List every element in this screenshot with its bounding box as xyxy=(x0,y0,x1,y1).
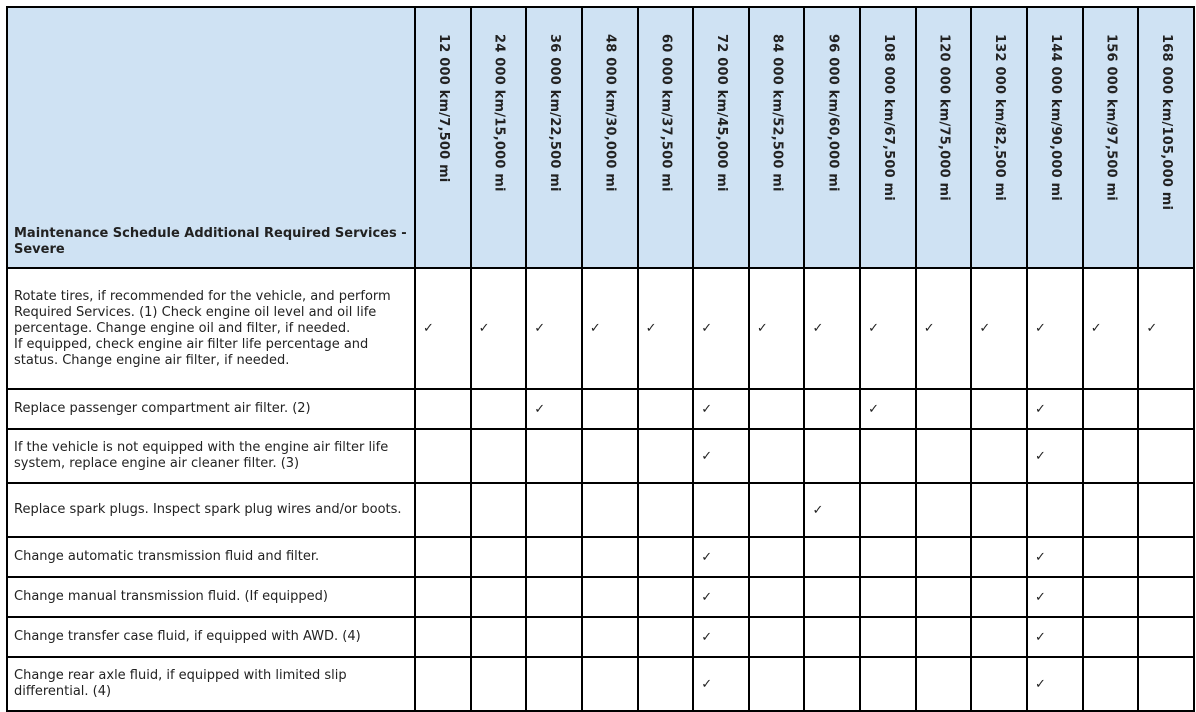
empty-cell xyxy=(971,483,1027,537)
empty-cell xyxy=(415,389,471,429)
interval-label: 60 000 km/37,500 mi xyxy=(658,34,674,192)
check-mark: ✓ xyxy=(749,268,805,389)
empty-cell xyxy=(415,617,471,657)
check-mark: ✓ xyxy=(1027,537,1083,577)
empty-cell xyxy=(860,429,916,483)
check-mark: ✓ xyxy=(860,268,916,389)
empty-cell xyxy=(1083,537,1139,577)
service-text: Rotate tires, if recommended for the vehicle, and perform Required Services. (1) Check engine oil level and oil life percentage. Change engine oil and filter, if needed. xyxy=(14,288,391,336)
empty-cell xyxy=(916,389,972,429)
empty-cell xyxy=(526,483,582,537)
empty-cell xyxy=(971,657,1027,711)
empty-cell xyxy=(804,617,860,657)
check-mark: ✓ xyxy=(471,268,527,389)
empty-cell xyxy=(1083,657,1139,711)
table-body xyxy=(7,268,1194,711)
empty-cell xyxy=(749,429,805,483)
empty-cell xyxy=(582,429,638,483)
interval-label: 120 000 km/75,000 mi xyxy=(936,34,952,201)
empty-cell xyxy=(471,483,527,537)
check-mark: ✓ xyxy=(526,389,582,429)
empty-cell xyxy=(638,617,694,657)
table-row xyxy=(7,537,1194,577)
empty-cell xyxy=(1138,577,1194,617)
check-mark: ✓ xyxy=(1027,577,1083,617)
service-description xyxy=(7,537,415,577)
service-description xyxy=(7,429,415,483)
interval-label: 48 000 km/30,000 mi xyxy=(602,34,618,192)
empty-cell xyxy=(1138,429,1194,483)
service-description xyxy=(7,268,415,389)
check-mark: ✓ xyxy=(1027,657,1083,711)
empty-cell xyxy=(415,657,471,711)
interval-label: 168 000 km/105,000 mi xyxy=(1159,34,1175,211)
empty-cell xyxy=(638,389,694,429)
empty-cell xyxy=(471,617,527,657)
empty-cell xyxy=(471,389,527,429)
empty-cell xyxy=(415,483,471,537)
service-description xyxy=(7,577,415,617)
empty-cell xyxy=(1138,537,1194,577)
empty-cell xyxy=(526,537,582,577)
empty-cell xyxy=(971,429,1027,483)
table-row xyxy=(7,617,1194,657)
interval-header xyxy=(916,7,972,268)
service-text: If the vehicle is not equipped with the engine air filter life system, replace engine air cleaner filter. (3) xyxy=(14,440,389,471)
interval-header xyxy=(1027,7,1083,268)
empty-cell xyxy=(1083,577,1139,617)
empty-cell xyxy=(860,537,916,577)
empty-cell xyxy=(1083,429,1139,483)
empty-cell xyxy=(860,577,916,617)
service-text: Replace spark plugs. Inspect spark plug wires and/or boots. xyxy=(14,502,402,517)
empty-cell xyxy=(526,429,582,483)
empty-cell xyxy=(749,483,805,537)
check-mark: ✓ xyxy=(916,268,972,389)
empty-cell xyxy=(526,657,582,711)
empty-cell xyxy=(749,389,805,429)
interval-label: 108 000 km/67,500 mi xyxy=(880,34,896,201)
interval-header xyxy=(582,7,638,268)
service-text: Change automatic transmission fluid and filter. xyxy=(14,549,320,564)
empty-cell xyxy=(860,617,916,657)
header-row xyxy=(7,7,1194,268)
interval-label: 132 000 km/82,500 mi xyxy=(992,34,1008,201)
empty-cell xyxy=(1083,389,1139,429)
empty-cell xyxy=(415,537,471,577)
interval-label: 72 000 km/45,000 mi xyxy=(714,34,730,192)
maintenance-schedule-table xyxy=(6,6,1195,712)
table-row xyxy=(7,577,1194,617)
service-text: Change rear axle fluid, if equipped with limited slip differential. (4) xyxy=(14,668,347,699)
empty-cell xyxy=(804,657,860,711)
empty-cell xyxy=(638,483,694,537)
service-text: If equipped, check engine air filter life percentage and status. Change engine air filter, if needed. xyxy=(14,336,369,368)
empty-cell xyxy=(916,429,972,483)
empty-cell xyxy=(471,577,527,617)
service-text: Change manual transmission fluid. (If equipped) xyxy=(14,589,328,604)
table-row xyxy=(7,657,1194,711)
empty-cell xyxy=(582,537,638,577)
empty-cell xyxy=(1027,483,1083,537)
empty-cell xyxy=(971,537,1027,577)
service-description xyxy=(7,389,415,429)
interval-label: 144 000 km/90,000 mi xyxy=(1047,34,1063,201)
interval-label: 24 000 km/15,000 mi xyxy=(491,34,507,192)
interval-label: 12 000 km/7,500 mi xyxy=(435,34,451,183)
table-row xyxy=(7,389,1194,429)
empty-cell xyxy=(582,483,638,537)
check-mark: ✓ xyxy=(582,268,638,389)
service-text: Change transfer case fluid, if equipped with AWD. (4) xyxy=(14,629,361,644)
check-mark: ✓ xyxy=(693,429,749,483)
interval-header xyxy=(415,7,471,268)
empty-cell xyxy=(971,617,1027,657)
empty-cell xyxy=(471,537,527,577)
empty-cell xyxy=(749,657,805,711)
empty-cell xyxy=(971,389,1027,429)
empty-cell xyxy=(638,537,694,577)
empty-cell xyxy=(415,429,471,483)
empty-cell xyxy=(638,577,694,617)
check-mark: ✓ xyxy=(693,389,749,429)
empty-cell xyxy=(1083,617,1139,657)
empty-cell xyxy=(693,483,749,537)
check-mark: ✓ xyxy=(1138,268,1194,389)
interval-header xyxy=(1138,7,1194,268)
check-mark: ✓ xyxy=(1027,617,1083,657)
interval-label: 84 000 km/52,500 mi xyxy=(769,34,785,192)
empty-cell xyxy=(1138,617,1194,657)
interval-header xyxy=(749,7,805,268)
check-mark: ✓ xyxy=(804,268,860,389)
check-mark: ✓ xyxy=(1027,429,1083,483)
empty-cell xyxy=(804,389,860,429)
empty-cell xyxy=(471,657,527,711)
interval-header xyxy=(638,7,694,268)
table-row xyxy=(7,483,1194,537)
table-row xyxy=(7,268,1194,389)
empty-cell xyxy=(860,483,916,537)
service-description xyxy=(7,483,415,537)
check-mark: ✓ xyxy=(693,268,749,389)
check-mark: ✓ xyxy=(1027,389,1083,429)
interval-header xyxy=(1083,7,1139,268)
check-mark: ✓ xyxy=(693,617,749,657)
empty-cell xyxy=(582,617,638,657)
check-mark: ✓ xyxy=(1083,268,1139,389)
interval-label: 96 000 km/60,000 mi xyxy=(825,34,841,192)
empty-cell xyxy=(415,577,471,617)
interval-label: 36 000 km/22,500 mi xyxy=(547,34,563,192)
check-mark: ✓ xyxy=(638,268,694,389)
empty-cell xyxy=(971,577,1027,617)
empty-cell xyxy=(1083,483,1139,537)
interval-header xyxy=(971,7,1027,268)
empty-cell xyxy=(582,657,638,711)
interval-header xyxy=(471,7,527,268)
empty-cell xyxy=(526,617,582,657)
interval-header xyxy=(804,7,860,268)
check-mark: ✓ xyxy=(804,483,860,537)
empty-cell xyxy=(804,577,860,617)
check-mark: ✓ xyxy=(860,389,916,429)
empty-cell xyxy=(1138,483,1194,537)
empty-cell xyxy=(916,483,972,537)
empty-cell xyxy=(916,617,972,657)
interval-header xyxy=(693,7,749,268)
service-description xyxy=(7,657,415,711)
empty-cell xyxy=(1138,389,1194,429)
interval-label: 156 000 km/97,500 mi xyxy=(1103,34,1119,201)
empty-cell xyxy=(916,577,972,617)
check-mark: ✓ xyxy=(693,537,749,577)
check-mark: ✓ xyxy=(971,268,1027,389)
check-mark: ✓ xyxy=(526,268,582,389)
empty-cell xyxy=(860,657,916,711)
empty-cell xyxy=(526,577,582,617)
service-description xyxy=(7,617,415,657)
empty-cell xyxy=(804,537,860,577)
empty-cell xyxy=(471,429,527,483)
empty-cell xyxy=(916,537,972,577)
empty-cell xyxy=(582,389,638,429)
empty-cell xyxy=(749,617,805,657)
empty-cell xyxy=(638,657,694,711)
interval-header xyxy=(860,7,916,268)
table-row xyxy=(7,429,1194,483)
empty-cell xyxy=(749,577,805,617)
empty-cell xyxy=(749,537,805,577)
check-mark: ✓ xyxy=(693,577,749,617)
empty-cell xyxy=(582,577,638,617)
table-title: Maintenance Schedule Additional Required Services - Severe xyxy=(7,7,415,268)
empty-cell xyxy=(804,429,860,483)
service-text: Replace passenger compartment air filter. (2) xyxy=(14,401,311,416)
empty-cell xyxy=(1138,657,1194,711)
empty-cell xyxy=(916,657,972,711)
interval-header xyxy=(526,7,582,268)
empty-cell xyxy=(638,429,694,483)
check-mark: ✓ xyxy=(1027,268,1083,389)
check-mark: ✓ xyxy=(693,657,749,711)
check-mark: ✓ xyxy=(415,268,471,389)
